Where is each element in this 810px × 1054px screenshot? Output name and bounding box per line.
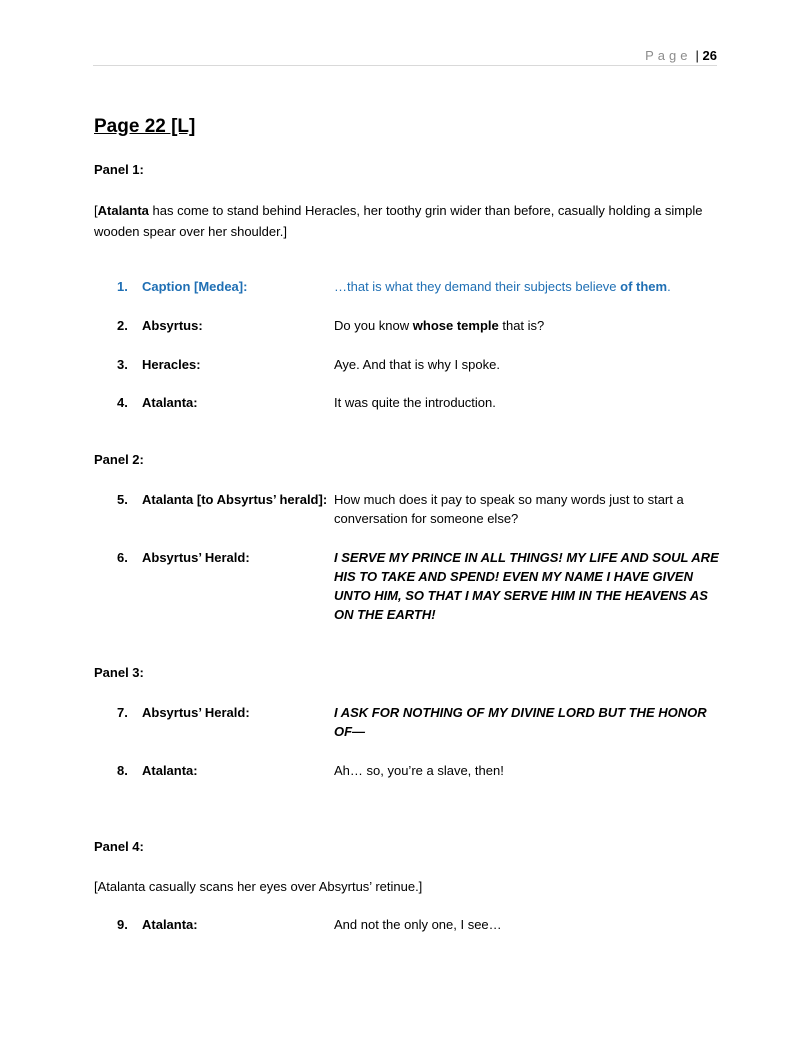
line-speaker: Atalanta: [142,763,198,778]
panel-4-description: [Atalanta casually scans her eyes over Absyrtus’ retinue.] [94,879,423,894]
page-number: 26 [702,48,717,63]
panel-4-heading: Panel 4: [94,839,144,854]
page-title: Page 22 [L] [94,116,196,137]
line-number: 6. [117,550,128,565]
panel-1-description-text: has come to stand behind Heracles, her toothy grin wider than before, casually holding a simple wooden spear over her shoulder.] [94,203,703,239]
line-speaker: Atalanta: [142,395,198,410]
line-number: 8. [117,763,128,778]
line-text: It was quite the introduction. [334,395,496,410]
line-text [334,277,719,296]
line-number: 3. [117,357,128,372]
line-text-part: …that is what they demand their subjects believe [334,279,621,294]
line-text: And not the only one, I see… [334,917,502,932]
line-number: 5. [117,492,128,507]
line-text-emphasis: whose temple [412,318,499,333]
line-speaker: Absyrtus’ Herald: [142,705,250,720]
line-speaker: Heracles: [142,357,201,372]
line-speaker: Absyrtus: [142,318,203,333]
line-number: 7. [117,705,128,720]
line-text [334,316,719,335]
line-text-part: Do you know [334,318,413,333]
panel-1-description: [Atalanta has come to stand behind Heracles, her toothy grin wider than before, casually holding a simple wooden spear over her shoulder.] [94,203,703,239]
line-text-part: . [667,279,671,294]
line-speaker: Atalanta: [142,917,198,932]
line-text: How much does it pay to speak so many words just to start a conversation for someone else? [334,492,684,526]
page-header [93,46,717,66]
line-number: 1. [117,279,128,294]
line-text-part: that is? [498,318,545,333]
line-number: 2. [117,318,128,333]
panel-2-heading: Panel 2: [94,452,144,467]
line-speaker: Atalanta [to Absyrtus’ herald]: [142,492,328,507]
line-text: I ASK FOR NOTHING OF MY DIVINE LORD BUT THE HONOR OF— [334,705,707,739]
line-text-emphasis: of them [620,279,668,294]
panel-1-heading: Panel 1: [94,162,144,177]
line-text: I SERVE MY PRINCE IN ALL THINGS! MY LIFE AND SOUL ARE HIS TO TAKE AND SPEND! EVEN MY NAME I HAVE GIVEN UNTO HIM, SO THAT I MAY SERVE HIM IN THE HEAVENS AS ON THE EARTH! [334,550,719,622]
line-speaker: Absyrtus’ Herald: [142,550,250,565]
page-label: Page [645,48,692,63]
page-number-block [645,46,717,65]
line-number: 9. [117,917,128,932]
line-speaker: Caption [Medea]: [142,279,248,294]
line-text: Ah… so, you’re a slave, then! [334,763,504,778]
page-separator: | [695,48,699,63]
panel-3-heading: Panel 3: [94,665,144,680]
line-text: Aye. And that is why I spoke. [334,357,500,372]
line-number: 4. [117,395,128,410]
panel-1-description-bold: Atalanta [97,203,149,218]
